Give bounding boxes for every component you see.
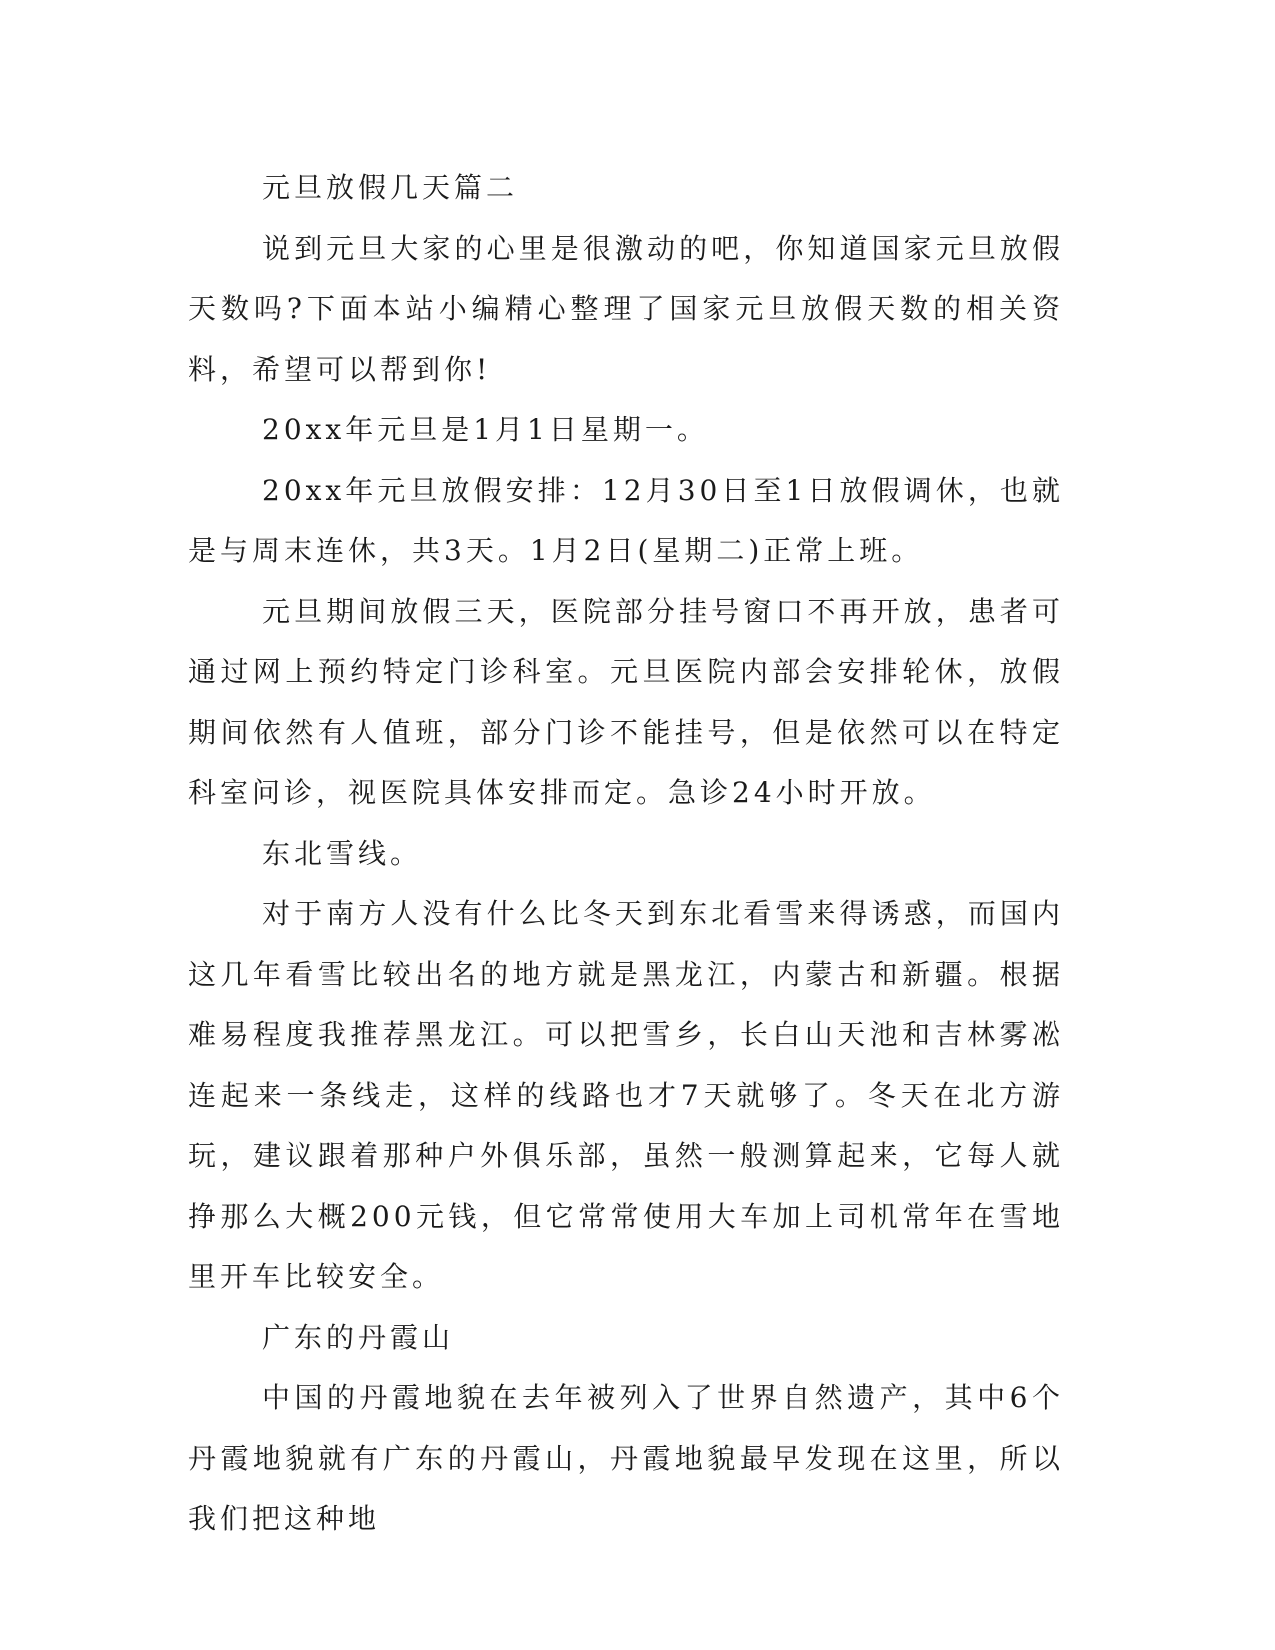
danxia-heading: 广东的丹霞山: [262, 1320, 455, 1354]
section-heading: 元旦放假几天篇二: [262, 171, 519, 204]
northeast-heading: 东北雪线。: [262, 836, 423, 870]
hospital-paragraph: 元旦期间放假三天，医院部分挂号窗口不再开放，患者可通过网上预约特定门诊科室。元旦医院内部会安排轮休，放假期间依然有人值班，部分门诊不能挂号，但是依然可以在特定科室问诊，视医院具体安排而定。急诊24小时开放。: [188, 594, 1064, 809]
new-year-date-paragraph: 20xx年元旦是1月1日星期一。: [262, 413, 709, 446]
danxia-paragraph: 中国的丹霞地貌在去年被列入了世界自然遗产，其中6个丹霞地貌就有广东的丹霞山，丹霞地貌最早发现在这里，所以我们把这种地: [188, 1381, 1064, 1535]
intro-paragraph: 说到元旦大家的心里是很激动的吧，你知道国家元旦放假天数吗?下面本站小编精心整理了国家元旦放假天数的相关资料，希望可以帮到你!: [188, 231, 1064, 386]
northeast-paragraph: 对于南方人没有什么比冬天到东北看雪来得诱惑，而国内这几年看雪比较出名的地方就是黑龙江，内蒙古和新疆。根据难易程度我推荐黑龙江。可以把雪乡，长白山天池和吉林雾凇连起来一条线走，这样的线路也才7天就够了。冬天在北方游玩，建议跟着那种户外俱乐部，虽然一般测算起来，它每人就挣那么大概200元钱，但它常常使用大车加上司机常年在雪地里开车比较安全。: [188, 897, 1064, 1293]
document-body: [188, 158, 1064, 1550]
holiday-schedule-paragraph: 20xx年元旦放假安排：12月30日至1日放假调休，也就是与周末连休，共3天。1月2日(星期二)正常上班。: [188, 473, 1064, 567]
